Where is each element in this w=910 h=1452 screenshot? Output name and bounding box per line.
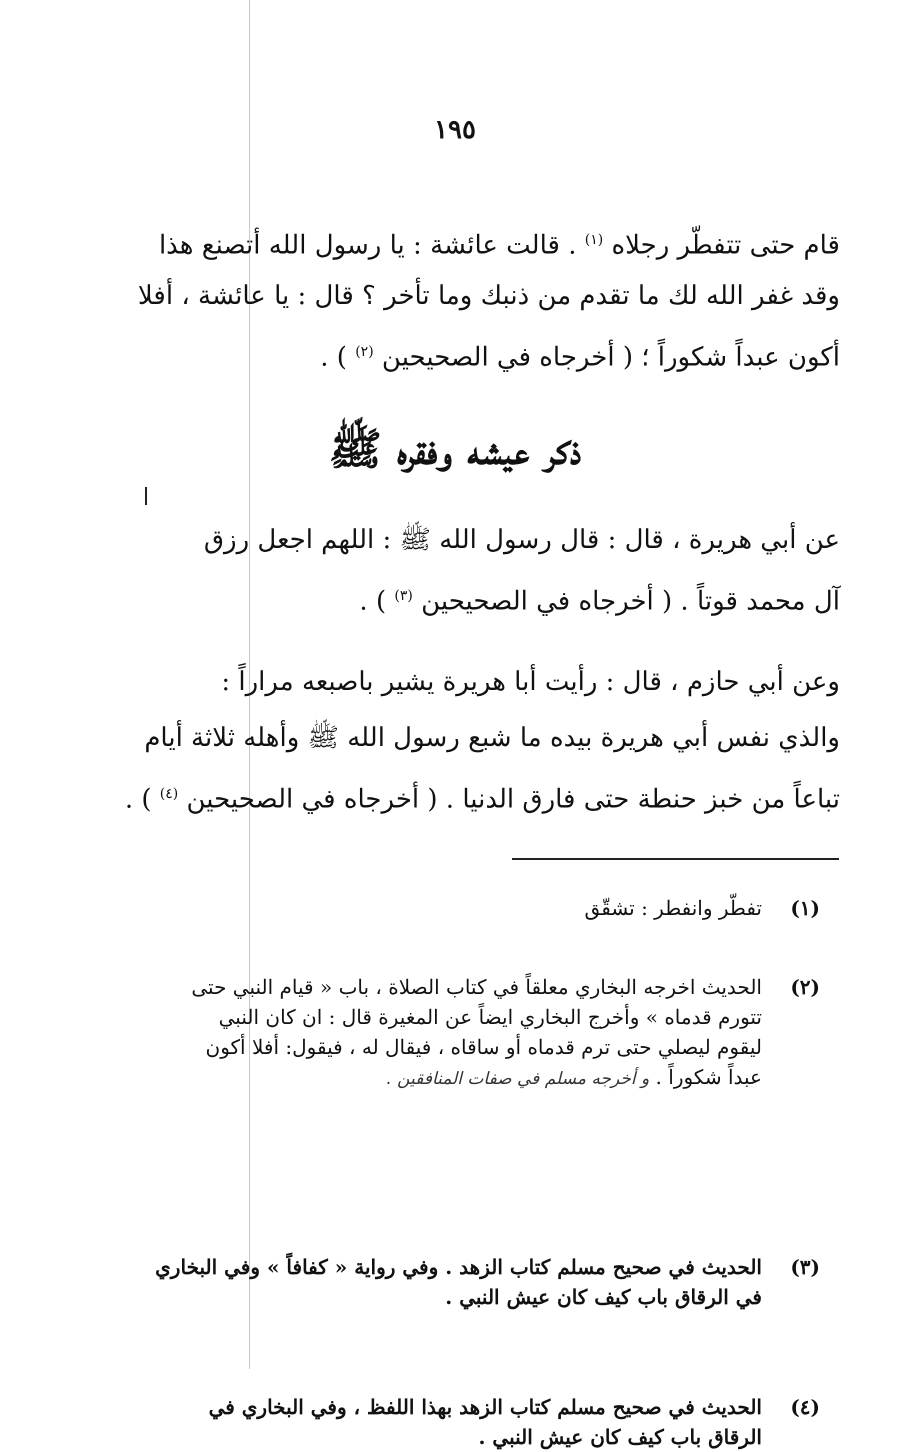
intro-line-1-start: قام حتى تتفطّر رجلاه bbox=[611, 230, 840, 261]
footnote-divider bbox=[512, 858, 839, 860]
para2-line-3-text: تباعاً من خبز حنطة حتى فارق الدنيا . ( أخرجاه في الصحيحين bbox=[186, 784, 840, 815]
footnote-ref-4[interactable]: (٤) bbox=[159, 786, 179, 802]
section-heading: ذكر عيشه وفقره ﷺ bbox=[328, 424, 582, 475]
footnote-4-line-2: الرقاق باب كيف كان عيش النبي . bbox=[478, 1425, 762, 1449]
footnote-3-marker: (٣) bbox=[790, 1255, 820, 1279]
para1-line-2-text: آل محمد قوتاً . ( أخرجاه في الصحيحين bbox=[421, 586, 840, 617]
footnote-1-line-1: تفطّر وانفطر : تشقّق bbox=[584, 896, 762, 920]
intro-line-1-rest: . قالت عائشة : يا رسول الله أتصنع هذا bbox=[158, 230, 577, 261]
intro-line-3-text: أكون عبداً شكوراً ؛ ( أخرجاه في الصحيحين bbox=[381, 342, 840, 373]
footnote-1 bbox=[140, 893, 820, 923]
page-number: ١٩٥ bbox=[434, 115, 476, 145]
margin-tick-mark bbox=[145, 487, 147, 505]
footnote-2-line-3: ليقوم ليصلي حتى ترم قدماه أو ساقاه ، فيقال له ، فيقول: أفلا أكون bbox=[205, 1035, 762, 1059]
para1-line-2-end: ) . bbox=[359, 586, 387, 617]
para1-line-1: عن أبي هريرة ، قال : قال رسول الله ﷺ : اللهم اجعل رزق bbox=[203, 525, 840, 555]
footnote-2 bbox=[140, 972, 820, 1092]
footnote-2-line-1: الحديث اخرجه البخاري معلقاً في كتاب الصلاة ، باب « قيام النبي حتى bbox=[191, 975, 762, 999]
footnote-3-line-2: في الرقاق باب كيف كان عيش النبي . bbox=[445, 1285, 762, 1309]
handwritten-note: و أخرجه مسلم في صفات المنافقين . bbox=[386, 1069, 650, 1089]
hadith-paragraph-1 bbox=[140, 512, 840, 624]
footnote-2-line-4-text: عبداً شكوراً . bbox=[655, 1065, 762, 1089]
footnote-ref-1[interactable]: (١) bbox=[584, 232, 604, 248]
intro-paragraph bbox=[137, 212, 840, 380]
intro-line-2: وقد غفر الله لك ما تقدم من ذنبك وما تأخر ؟ قال : يا عائشة ، أفلا bbox=[137, 281, 840, 311]
footnote-4 bbox=[140, 1392, 820, 1452]
para2-line-3-end: ) . bbox=[124, 784, 152, 815]
footnote-3-line-1: الحديث في صحيح مسلم كتاب الزهد . وفي رواية « كفافاً » وفي البخاري bbox=[155, 1255, 762, 1279]
footnote-2-marker: (٢) bbox=[790, 975, 820, 999]
footnote-1-marker: (١) bbox=[790, 896, 820, 920]
para1-line-2 bbox=[140, 568, 840, 624]
footnote-4-line-1: الحديث في صحيح مسلم كتاب الزهد بهذا اللفظ ، وفي البخاري في bbox=[208, 1395, 762, 1419]
footnote-2-line-2: تتورم قدماه » وأخرج البخاري ايضاً عن المغيرة قال : ان كان النبي bbox=[218, 1005, 762, 1029]
hadith-paragraph-2 bbox=[124, 654, 840, 822]
footnote-2-line-4 bbox=[140, 1062, 762, 1092]
footnote-3 bbox=[140, 1252, 820, 1312]
intro-line-3 bbox=[140, 324, 840, 380]
intro-line-3-end: ) . bbox=[320, 342, 347, 373]
footnote-ref-3[interactable]: (٣) bbox=[394, 588, 413, 604]
footnote-4-marker: (٤) bbox=[790, 1395, 820, 1419]
para2-line-1: وعن أبي حازم ، قال : رأيت أبا هريرة يشير باصبعه مراراً : bbox=[221, 667, 840, 697]
intro-line-1 bbox=[140, 212, 840, 268]
para2-line-2: والذي نفس أبي هريرة بيده ما شبع رسول الله ﷺ وأهله ثلاثة أيام bbox=[144, 723, 840, 753]
footnote-ref-2[interactable]: (٢) bbox=[355, 344, 374, 360]
para2-line-3 bbox=[124, 766, 840, 822]
